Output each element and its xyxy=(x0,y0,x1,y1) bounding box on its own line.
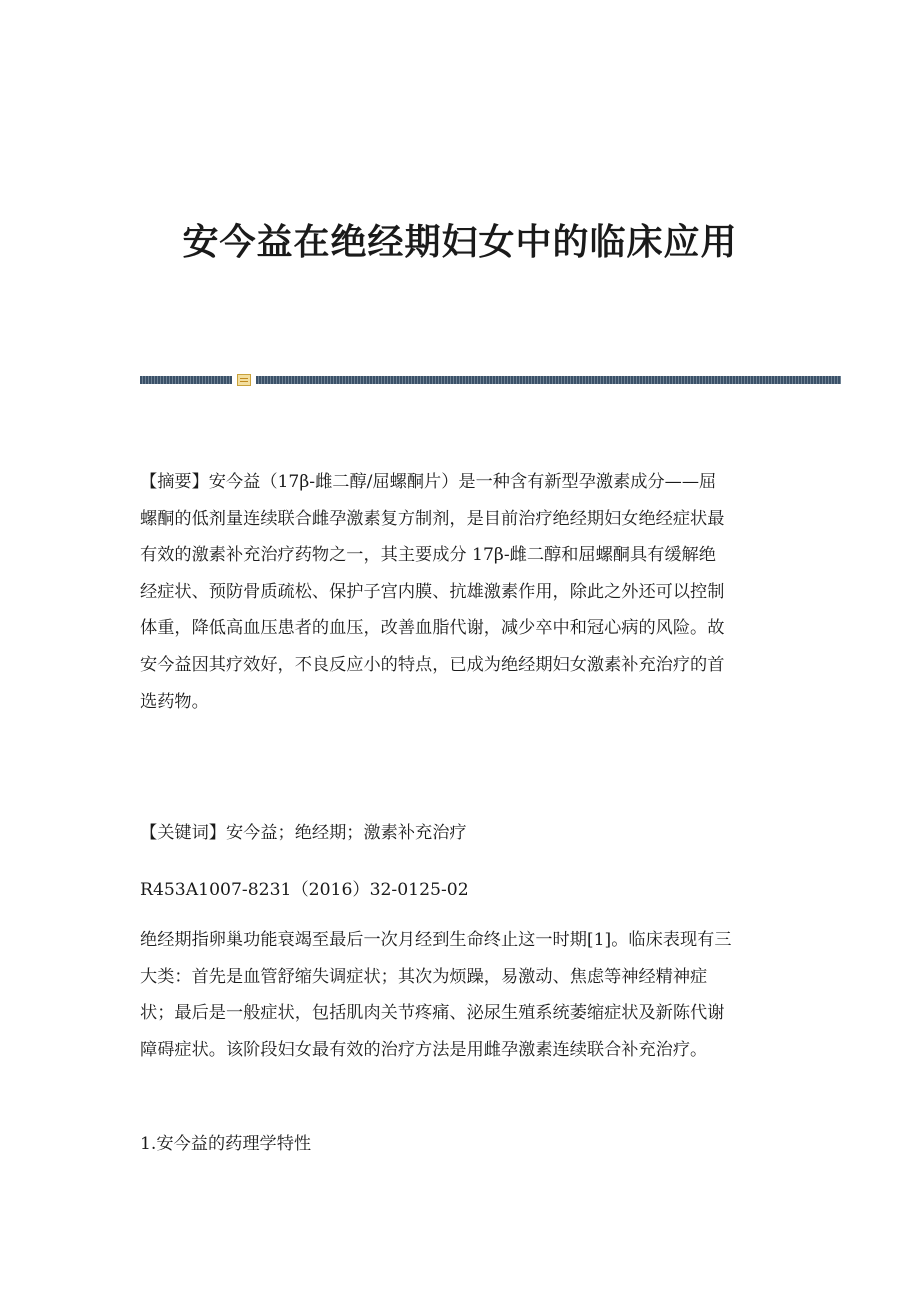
abstract-line: 螺酮的低剂量连续联合雌孕激素复方制剂，是目前治疗绝经期妇女绝经症状最 xyxy=(140,508,725,529)
abstract-line: 选药物。 xyxy=(140,691,209,712)
intro-line: 状；最后是一般症状，包括肌肉关节疼痛、泌尿生殖系统萎缩症状及新陈代谢 xyxy=(140,1003,725,1024)
divider-ornament-icon xyxy=(237,374,251,386)
abstract-line: 经症状、预防骨质疏松、保护子宫内膜、抗雄激素作用，除此之外还可以控制 xyxy=(140,581,725,602)
abstract-line: 有效的激素补充治疗药物之一，其主要成分 17β-雌二醇和屈螺酮具有缓解绝 xyxy=(140,545,716,566)
title-divider xyxy=(140,374,841,386)
document-title: 安今益在绝经期妇女中的临床应用 xyxy=(182,222,738,263)
abstract-line: 【摘要】安今益（17β-雌二醇/屈螺酮片）是一种含有新型孕激素成分——屈 xyxy=(140,472,717,492)
intro-line: 绝经期指卵巢功能衰竭至最后一次月经到生命终止这一时期[1]。临床表现有三 xyxy=(140,930,732,950)
abstract-paragraph xyxy=(140,464,790,720)
intro-line: 障碍症状。该阶段妇女最有效的治疗方法是用雌孕激素连续联合补充治疗。 xyxy=(140,1039,708,1060)
section-heading: 1.安今益的药理学特性 xyxy=(140,1134,312,1154)
intro-paragraph xyxy=(140,922,790,1068)
keywords-line: 【关键词】安今益；绝经期；激素补充治疗 xyxy=(140,823,467,843)
classification-line: R453A1007-8231（2016）32-0125-02 xyxy=(140,880,469,900)
abstract-line: 体重，降低高血压患者的血压，改善血脂代谢，减少卒中和冠心病的风险。故 xyxy=(140,618,725,639)
intro-line: 大类：首先是血管舒缩失调症状；其次为烦躁，易激动、焦虑等神经精神症 xyxy=(140,966,708,987)
divider-rule-right xyxy=(256,376,841,384)
divider-rule-left xyxy=(140,376,232,384)
abstract-line: 安今益因其疗效好，不良反应小的特点，已成为绝经期妇女激素补充治疗的首 xyxy=(140,654,725,675)
